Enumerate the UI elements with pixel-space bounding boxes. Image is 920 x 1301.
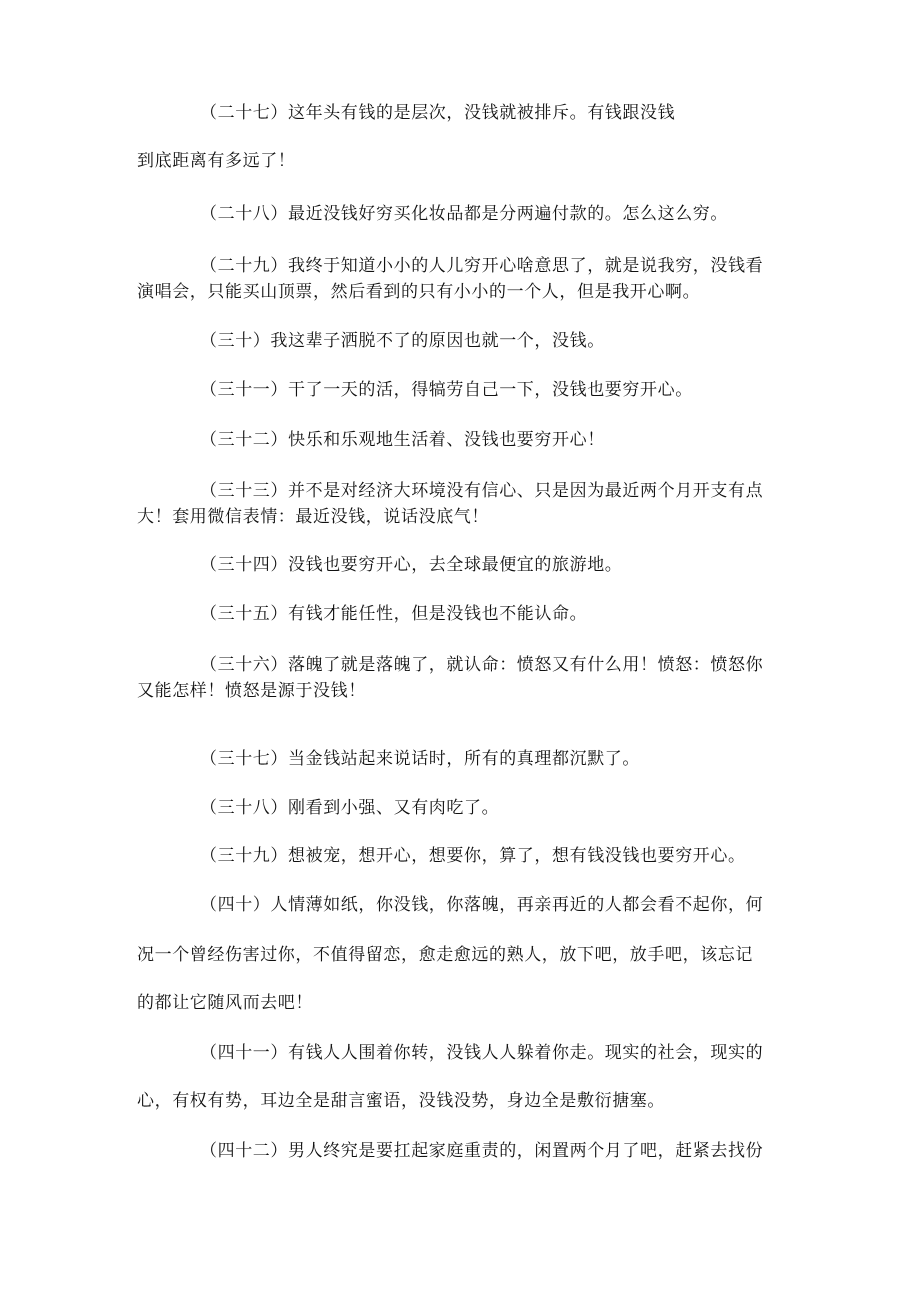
text-line: （三十一）干了一天的活，得犒劳自己一下，没钱也要穷开心。 bbox=[200, 380, 693, 400]
text-line: （二十七）这年头有钱的是层次，没钱就被排斥。有钱跟没钱 bbox=[200, 103, 676, 123]
text-line: 况一个曾经伤害过你，不值得留恋，愈走愈远的熟人，放下吧，放手吧，该忘记 bbox=[137, 945, 753, 965]
text-line: 大！套用微信表情：最近没钱，说话没底气！ bbox=[137, 507, 489, 527]
text-line: （三十三）并不是对经济大环境没有信心、只是因为最近两个月开支有点 bbox=[200, 481, 764, 501]
text-line: （三十九）想被宠，想开心，想要你，算了，想有钱没钱也要穷开心。 bbox=[200, 846, 746, 866]
text-line: 到底距离有多远了！ bbox=[137, 151, 296, 171]
text-line: 心，有权有势，耳边全是甜言蜜语，没钱没势，身边全是敷衍搪塞。 bbox=[137, 1091, 665, 1111]
text-line: （四十二）男人终究是要扛起家庭重责的，闲置两个月了吧，赶紧去找份 bbox=[200, 1141, 764, 1161]
text-line: （二十九）我终于知道小小的人儿穷开心啥意思了，就是说我穷，没钱看 bbox=[200, 256, 764, 276]
text-line: （三十六）落魄了就是落魄了，就认命：愤怒又有什么用！愤怒：愤怒你 bbox=[200, 655, 764, 675]
text-line: （三十四）没钱也要穷开心，去全球最便宜的旅游地。 bbox=[200, 555, 623, 575]
text-line: 演唱会，只能买山顶票，然后看到的只有小小的一个人，但是我开心啊。 bbox=[137, 282, 701, 302]
text-line: （三十七）当金钱站起来说话时，所有的真理都沉默了。 bbox=[200, 749, 640, 769]
text-line: （四十）人情薄如纸，你没钱，你落魄，再亲再近的人都会看不起你，何 bbox=[200, 895, 764, 915]
text-line: （三十八）刚看到小强、又有肉吃了。 bbox=[200, 798, 500, 818]
text-line: （四十一）有钱人人围着你转，没钱人人躲着你走。现实的社会，现实的 bbox=[200, 1043, 764, 1063]
text-line: （三十五）有钱才能任性，但是没钱也不能认命。 bbox=[200, 604, 588, 624]
text-line: （二十八）最近没钱好穷买化妆品都是分两遍付款的。怎么这么穷。 bbox=[200, 204, 728, 224]
text-line: 又能怎样！愤怒是源于没钱！ bbox=[137, 681, 366, 701]
text-line: （三十）我这辈子洒脱不了的原因也就一个，没钱。 bbox=[200, 331, 605, 351]
text-line: 的都让它随风而去吧！ bbox=[137, 993, 313, 1013]
text-line: （三十二）快乐和乐观地生活着、没钱也要穷开心！ bbox=[200, 430, 605, 450]
